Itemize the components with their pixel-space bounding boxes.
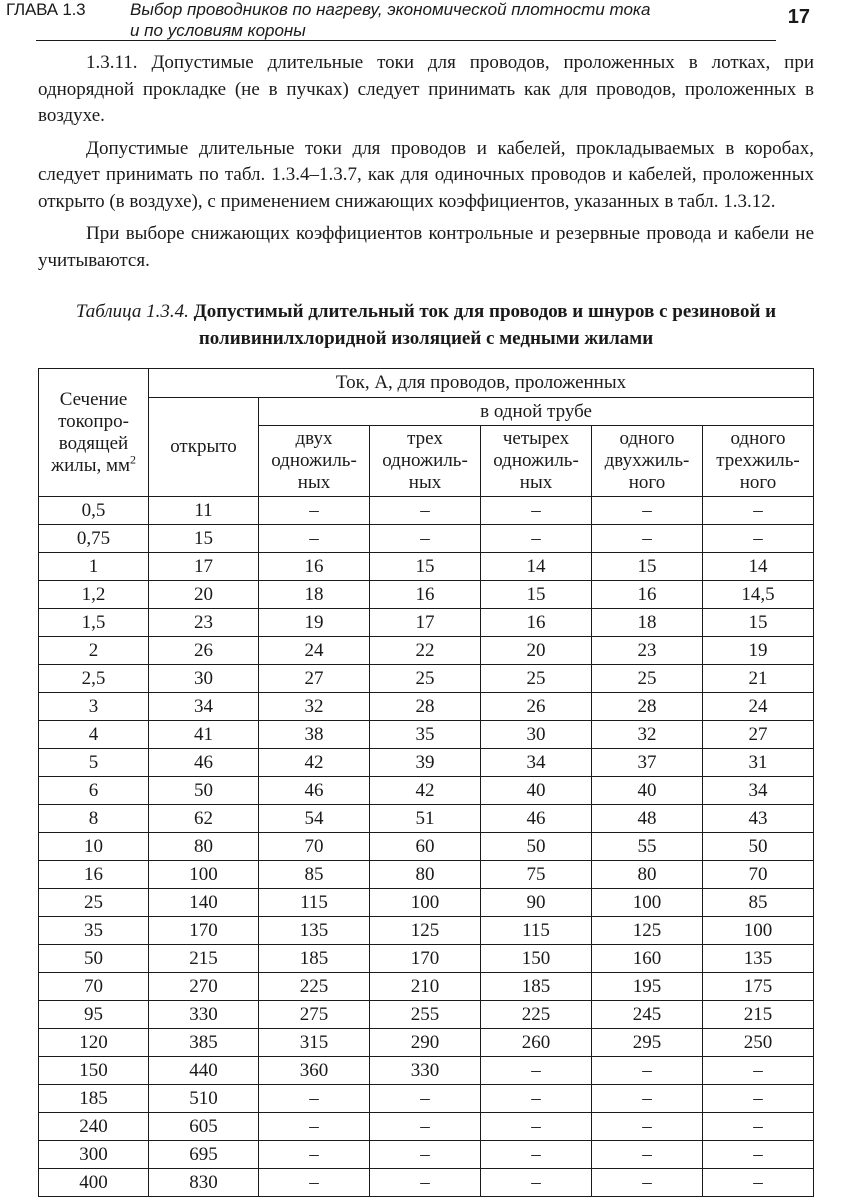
current-cell: 185 xyxy=(481,973,592,1001)
section-cell: 6 xyxy=(39,777,149,805)
current-cell: 20 xyxy=(149,581,259,609)
current-cell: 295 xyxy=(592,1029,703,1057)
section-cell: 240 xyxy=(39,1113,149,1141)
current-cell: – xyxy=(259,1113,370,1141)
current-cell: 34 xyxy=(481,749,592,777)
current-table-wrapper xyxy=(38,368,813,1197)
pipe-col-four-single-core: четырех одножиль-ных xyxy=(481,426,592,497)
current-cell: 30 xyxy=(481,721,592,749)
current-cell: – xyxy=(481,497,592,525)
current-cell: 23 xyxy=(149,609,259,637)
current-cell: 210 xyxy=(370,973,481,1001)
table-row xyxy=(39,805,814,833)
current-cell: 60 xyxy=(370,833,481,861)
section-cell: 35 xyxy=(39,917,149,945)
current-cell: 135 xyxy=(259,917,370,945)
current-cell: 125 xyxy=(370,917,481,945)
current-cell: 51 xyxy=(370,805,481,833)
current-cell: 15 xyxy=(370,553,481,581)
current-cell: – xyxy=(703,1169,814,1197)
table-row xyxy=(39,637,814,665)
section-header xyxy=(39,369,149,497)
section-cell: 25 xyxy=(39,889,149,917)
current-cell: 260 xyxy=(481,1029,592,1057)
current-cell: 16 xyxy=(592,581,703,609)
current-cell: 75 xyxy=(481,861,592,889)
current-cell: – xyxy=(703,1141,814,1169)
current-cell: 170 xyxy=(370,945,481,973)
current-cell: 16 xyxy=(370,581,481,609)
current-cell: 25 xyxy=(370,665,481,693)
current-cell: 70 xyxy=(259,833,370,861)
table-row xyxy=(39,973,814,1001)
pipe-col-two-single-core: двух одножиль-ных xyxy=(259,426,370,497)
table-row xyxy=(39,553,814,581)
section-cell: 1,5 xyxy=(39,609,149,637)
current-cell: 115 xyxy=(481,917,592,945)
table-row xyxy=(39,1057,814,1085)
current-cell: 40 xyxy=(592,777,703,805)
section-cell: 70 xyxy=(39,973,149,1001)
current-cell: 225 xyxy=(481,1001,592,1029)
current-cell: 20 xyxy=(481,637,592,665)
current-cell: – xyxy=(703,525,814,553)
current-cell: – xyxy=(481,1169,592,1197)
section-cell: 0,75 xyxy=(39,525,149,553)
section-cell: 50 xyxy=(39,945,149,973)
current-cell: 34 xyxy=(703,777,814,805)
current-cell: – xyxy=(703,1057,814,1085)
current-cell: 42 xyxy=(259,749,370,777)
current-cell: 695 xyxy=(149,1141,259,1169)
current-cell: – xyxy=(259,1141,370,1169)
table-row xyxy=(39,1113,814,1141)
table-row xyxy=(39,525,814,553)
chapter-title-line-1: Выбор проводников по нагреву, экономической плотности тока xyxy=(130,0,651,19)
current-cell: 115 xyxy=(259,889,370,917)
section-cell: 1,2 xyxy=(39,581,149,609)
table-row xyxy=(39,1169,814,1197)
current-cell: 85 xyxy=(703,889,814,917)
current-cell: 24 xyxy=(259,637,370,665)
table-row xyxy=(39,1085,814,1113)
current-cell: – xyxy=(259,1169,370,1197)
table-row xyxy=(39,1141,814,1169)
table-row xyxy=(39,861,814,889)
current-cell: 440 xyxy=(149,1057,259,1085)
current-cell: 17 xyxy=(370,609,481,637)
running-header xyxy=(0,0,848,46)
current-cell: – xyxy=(481,1141,592,1169)
current-cell: – xyxy=(259,525,370,553)
current-cell: – xyxy=(370,1141,481,1169)
current-cell: 100 xyxy=(370,889,481,917)
pipe-header: в одной трубе xyxy=(259,398,814,426)
current-cell: 40 xyxy=(481,777,592,805)
section-cell: 0,5 xyxy=(39,497,149,525)
table-number: Таблица 1.3.4. xyxy=(75,301,189,322)
current-cell: 185 xyxy=(259,945,370,973)
chapter-label: ГЛАВА 1.3 xyxy=(6,0,86,19)
current-cell: 46 xyxy=(481,805,592,833)
table-title: Допустимый длительный ток для проводов и шнуров с резиновой и поливинилхлоридной изоляцией с медными жилами xyxy=(193,301,777,349)
current-cell: 255 xyxy=(370,1001,481,1029)
current-cell: 225 xyxy=(259,973,370,1001)
current-cell: 38 xyxy=(259,721,370,749)
current-cell: 34 xyxy=(149,693,259,721)
current-cell: 195 xyxy=(592,973,703,1001)
current-cell: 32 xyxy=(259,693,370,721)
current-cell: 43 xyxy=(703,805,814,833)
current-cell: – xyxy=(592,1141,703,1169)
current-cell: 16 xyxy=(481,609,592,637)
current-cell: – xyxy=(370,1113,481,1141)
table-row xyxy=(39,581,814,609)
current-cell: – xyxy=(259,497,370,525)
current-cell: 100 xyxy=(592,889,703,917)
table-row xyxy=(39,833,814,861)
current-cell: 315 xyxy=(259,1029,370,1057)
current-cell: 25 xyxy=(481,665,592,693)
table-row xyxy=(39,665,814,693)
table-row xyxy=(39,749,814,777)
current-cell: 48 xyxy=(592,805,703,833)
current-cell: 15 xyxy=(592,553,703,581)
current-cell: 140 xyxy=(149,889,259,917)
chapter-title xyxy=(130,0,730,41)
pipe-col-one-three-core: одного трехжиль-ного xyxy=(703,426,814,497)
current-cell: 170 xyxy=(149,917,259,945)
table-row xyxy=(39,889,814,917)
current-cell: 250 xyxy=(703,1029,814,1057)
current-cell: 330 xyxy=(149,1001,259,1029)
current-cell: – xyxy=(703,1085,814,1113)
current-cell: 46 xyxy=(149,749,259,777)
section-cell: 2 xyxy=(39,637,149,665)
current-cell: 90 xyxy=(481,889,592,917)
current-cell: 16 xyxy=(259,553,370,581)
table-header xyxy=(39,369,814,497)
section-cell: 3 xyxy=(39,693,149,721)
current-cell: 50 xyxy=(703,833,814,861)
section-cell: 1 xyxy=(39,553,149,581)
current-cell: – xyxy=(592,1057,703,1085)
current-cell: – xyxy=(259,1085,370,1113)
pipe-col-three-single-core: трех одножиль-ных xyxy=(370,426,481,497)
current-cell: 15 xyxy=(481,581,592,609)
current-cell: – xyxy=(703,1113,814,1141)
current-cell: 28 xyxy=(370,693,481,721)
current-cell: 62 xyxy=(149,805,259,833)
section-cell: 8 xyxy=(39,805,149,833)
current-cell: 270 xyxy=(149,973,259,1001)
current-cell: 80 xyxy=(370,861,481,889)
current-cell: 54 xyxy=(259,805,370,833)
current-cell: 42 xyxy=(370,777,481,805)
table-caption xyxy=(38,298,814,352)
section-cell: 10 xyxy=(39,833,149,861)
section-cell: 185 xyxy=(39,1085,149,1113)
table-row xyxy=(39,917,814,945)
current-table xyxy=(38,368,814,1197)
current-cell: 18 xyxy=(592,609,703,637)
body-text xyxy=(38,50,814,280)
current-cell: – xyxy=(370,1169,481,1197)
section-cell: 95 xyxy=(39,1001,149,1029)
table-row xyxy=(39,497,814,525)
current-cell: 215 xyxy=(149,945,259,973)
chapter-title-line-2: и по условиям короны xyxy=(130,21,306,40)
section-header-text: Сечение токопро-водящей жилы, мм xyxy=(50,388,131,476)
section-cell: 300 xyxy=(39,1141,149,1169)
current-header: Ток, А, для проводов, проложенных xyxy=(149,369,814,398)
current-cell: 330 xyxy=(370,1057,481,1085)
current-cell: 23 xyxy=(592,637,703,665)
current-cell: 55 xyxy=(592,833,703,861)
current-cell: 15 xyxy=(703,609,814,637)
current-cell: 830 xyxy=(149,1169,259,1197)
section-cell: 16 xyxy=(39,861,149,889)
header-rule xyxy=(36,40,776,41)
table-row xyxy=(39,609,814,637)
current-cell: – xyxy=(481,525,592,553)
table-body xyxy=(39,497,814,1197)
current-cell: 14 xyxy=(703,553,814,581)
current-cell: 50 xyxy=(149,777,259,805)
current-cell: 27 xyxy=(703,721,814,749)
table-row xyxy=(39,1029,814,1057)
current-cell: 80 xyxy=(149,833,259,861)
current-cell: 26 xyxy=(481,693,592,721)
current-cell: 46 xyxy=(259,777,370,805)
current-cell: – xyxy=(592,1113,703,1141)
section-cell: 120 xyxy=(39,1029,149,1057)
current-cell: 605 xyxy=(149,1113,259,1141)
current-cell: 135 xyxy=(703,945,814,973)
current-cell: 19 xyxy=(259,609,370,637)
pipe-col-one-two-core: одного двухжиль-ного xyxy=(592,426,703,497)
current-cell: 125 xyxy=(592,917,703,945)
current-cell: – xyxy=(370,525,481,553)
current-cell: – xyxy=(481,1057,592,1085)
current-cell: 160 xyxy=(592,945,703,973)
current-cell: – xyxy=(703,497,814,525)
current-cell: 25 xyxy=(592,665,703,693)
current-cell: 17 xyxy=(149,553,259,581)
current-cell: 100 xyxy=(703,917,814,945)
section-cell: 4 xyxy=(39,721,149,749)
section-cell: 400 xyxy=(39,1169,149,1197)
section-cell: 2,5 xyxy=(39,665,149,693)
table-row xyxy=(39,693,814,721)
current-cell: 41 xyxy=(149,721,259,749)
current-cell: – xyxy=(481,1085,592,1113)
section-cell: 150 xyxy=(39,1057,149,1085)
open-header: открыто xyxy=(149,398,259,497)
current-cell: 35 xyxy=(370,721,481,749)
current-cell: 150 xyxy=(481,945,592,973)
current-cell: 31 xyxy=(703,749,814,777)
table-row xyxy=(39,721,814,749)
table-row xyxy=(39,1001,814,1029)
current-cell: 37 xyxy=(592,749,703,777)
section-unit-sup: 2 xyxy=(130,452,137,467)
current-cell: 21 xyxy=(703,665,814,693)
current-cell: – xyxy=(592,525,703,553)
current-cell: 360 xyxy=(259,1057,370,1085)
current-cell: 290 xyxy=(370,1029,481,1057)
current-cell: 11 xyxy=(149,497,259,525)
current-cell: 18 xyxy=(259,581,370,609)
paragraph-3: При выборе снижающих коэффициентов контрольные и резервные провода и кабели не учитываются. xyxy=(38,223,814,271)
current-cell: – xyxy=(592,497,703,525)
current-cell: 85 xyxy=(259,861,370,889)
table-row xyxy=(39,777,814,805)
current-cell: 100 xyxy=(149,861,259,889)
current-cell: – xyxy=(592,1085,703,1113)
current-cell: 30 xyxy=(149,665,259,693)
current-cell: 385 xyxy=(149,1029,259,1057)
current-cell: – xyxy=(370,497,481,525)
current-cell: 24 xyxy=(703,693,814,721)
current-cell: 28 xyxy=(592,693,703,721)
current-cell: 19 xyxy=(703,637,814,665)
current-cell: 175 xyxy=(703,973,814,1001)
paragraph-1: 1.3.11. Допустимые длительные токи для проводов, проложенных в лотках, при однорядной прокладке (не в пучках) следует принимать как для проводов, проложенных в воздухе. xyxy=(38,52,814,126)
current-cell: – xyxy=(370,1085,481,1113)
current-cell: 50 xyxy=(481,833,592,861)
current-cell: 14 xyxy=(481,553,592,581)
current-cell: 14,5 xyxy=(703,581,814,609)
current-cell: – xyxy=(481,1113,592,1141)
paragraph-2: Допустимые длительные токи для проводов и кабелей, прокладываемых в коробах, следует принимать по табл. 1.3.4–1.3.7, как для одиночных проводов и кабелей, проложенных открыто (в воздухе), с применением снижающих коэффициентов, указанных в табл. 1.3.12. xyxy=(38,137,814,212)
current-cell: 39 xyxy=(370,749,481,777)
current-cell: 27 xyxy=(259,665,370,693)
current-cell: 32 xyxy=(592,721,703,749)
current-cell: 15 xyxy=(149,525,259,553)
current-cell: 275 xyxy=(259,1001,370,1029)
current-cell: 26 xyxy=(149,637,259,665)
current-cell: 80 xyxy=(592,861,703,889)
current-cell: 510 xyxy=(149,1085,259,1113)
current-cell: 70 xyxy=(703,861,814,889)
current-cell: – xyxy=(592,1169,703,1197)
section-cell: 5 xyxy=(39,749,149,777)
current-cell: 215 xyxy=(703,1001,814,1029)
table-row xyxy=(39,945,814,973)
current-cell: 22 xyxy=(370,637,481,665)
page-number: 17 xyxy=(787,6,810,28)
current-cell: 245 xyxy=(592,1001,703,1029)
